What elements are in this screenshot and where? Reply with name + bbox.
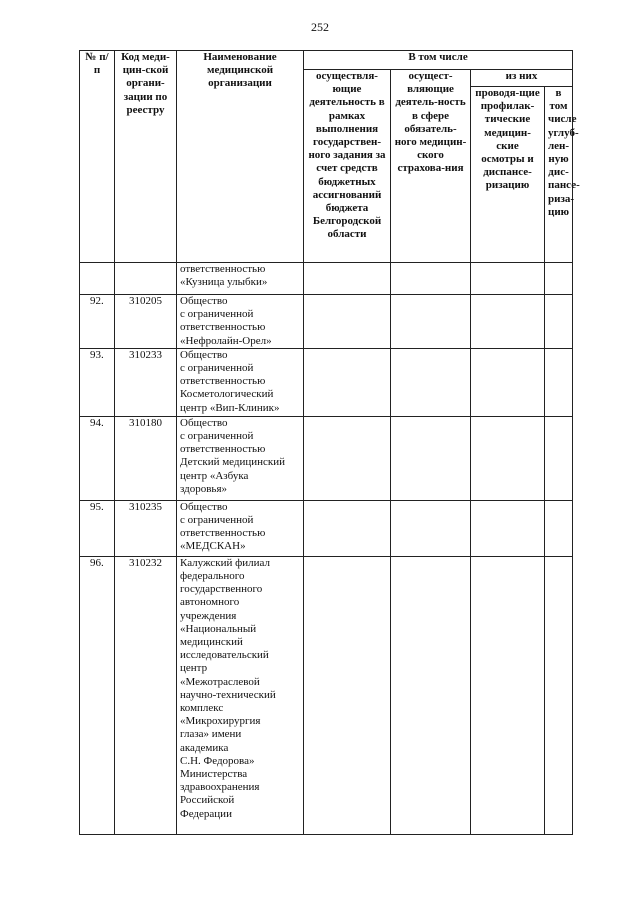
row-number: 93.: [80, 348, 115, 416]
organization-name-line: Косметологический: [180, 388, 274, 401]
header-oms: осущест-вляющие деятель-ность в сфере обязатель-ного медицин-ского страхова-ния: [391, 70, 471, 263]
row-organization-name: [177, 556, 304, 834]
empty-cell: [304, 263, 391, 295]
organization-name-line: «Кузница улыбки»: [180, 276, 268, 289]
organization-name-line: государственного: [180, 583, 263, 596]
row-number: 95.: [80, 500, 115, 556]
row-code: 310205: [115, 295, 177, 349]
row-code: [115, 263, 177, 295]
row-code: 310233: [115, 348, 177, 416]
organization-name-line: Российской: [180, 794, 235, 807]
row-code: 310180: [115, 416, 177, 500]
header-code: Код меди-цин-ской органи-зации по реестру: [115, 51, 177, 263]
organization-name-line: здравоохранения: [180, 781, 260, 794]
row-number: [80, 263, 115, 295]
organization-name-line: ответственностью: [180, 443, 266, 456]
empty-cell: [471, 348, 545, 416]
organization-name-line: Детский медицинский: [180, 456, 286, 469]
organization-name-line: академика: [180, 741, 229, 754]
organization-name-line: Общество: [180, 500, 228, 513]
empty-cell: [391, 500, 471, 556]
row-organization-name: [177, 416, 304, 500]
organization-name-line: комплекс: [180, 702, 224, 715]
empty-cell: [391, 263, 471, 295]
table-row: [80, 263, 573, 295]
medical-organizations-table: [79, 50, 580, 835]
organization-name-line: ответственностью: [180, 527, 266, 540]
row-code: 310232: [115, 556, 177, 834]
empty-cell: [545, 295, 573, 349]
row-organization-name: [177, 295, 304, 349]
organization-name-line: автономного: [180, 596, 240, 609]
empty-cell: [545, 500, 573, 556]
organization-name-line: здоровья»: [180, 482, 228, 495]
page-number: 252: [311, 20, 329, 34]
empty-cell: [304, 295, 391, 349]
empty-cell: [304, 416, 391, 500]
header-gov-assignment: осуществля-ющие деятельность в рамках выполнения государствен-ного задания за счет средств бюджетных ассигнований бюджета Белгородской области: [304, 70, 391, 263]
empty-cell: [545, 263, 573, 295]
row-code: 310235: [115, 500, 177, 556]
header-of-them: из них: [471, 70, 573, 87]
header-num: № п/п: [80, 51, 115, 263]
organization-name-line: с ограниченной: [180, 430, 254, 443]
organization-name-line: центр «Вип-Клиник»: [180, 401, 280, 414]
empty-cell: [304, 500, 391, 556]
row-organization-name: [177, 348, 304, 416]
organization-name-line: глаза» имени: [180, 728, 242, 741]
organization-name-line: федерального: [180, 570, 245, 583]
table-row: [80, 416, 573, 500]
organization-name-line: медицинский: [180, 636, 243, 649]
organization-name-line: Общество: [180, 348, 228, 361]
organization-name-line: Федерации: [180, 807, 232, 820]
row-number: 92.: [80, 295, 115, 349]
organization-name-line: Калужский филиал: [180, 556, 271, 569]
organization-name-line: с ограниченной: [180, 308, 254, 321]
header-name: Наименование медицинской организации: [177, 51, 304, 263]
organization-name-line: Общество: [180, 416, 228, 429]
row-number: 94.: [80, 416, 115, 500]
organization-name-line: с ограниченной: [180, 514, 254, 527]
empty-cell: [391, 416, 471, 500]
organization-name-line: центр «Азбука: [180, 469, 249, 482]
empty-cell: [391, 556, 471, 834]
empty-cell: [471, 295, 545, 349]
empty-cell: [545, 556, 573, 834]
organization-name-line: «Микрохирургия: [180, 715, 261, 728]
organization-name-line: «Национальный: [180, 622, 257, 635]
header-including: В том числе: [304, 51, 573, 70]
row-organization-name: [177, 263, 304, 295]
table-row: [80, 348, 573, 416]
empty-cell: [545, 416, 573, 500]
organization-name-line: Общество: [180, 295, 228, 307]
table-row: [80, 295, 573, 349]
empty-cell: [471, 263, 545, 295]
empty-cell: [545, 348, 573, 416]
header-preventive: проводя-щие профилак-тические медицин-ские осмотры и диспансе-ризацию: [471, 87, 545, 263]
row-number: 96.: [80, 556, 115, 834]
organization-name-line: ответственностью: [180, 263, 266, 275]
table-row: [80, 556, 573, 834]
organization-name-line: ответственностью: [180, 375, 266, 388]
empty-cell: [471, 500, 545, 556]
organization-name-line: с ограниченной: [180, 362, 254, 375]
organization-name-line: центр: [180, 662, 208, 675]
empty-cell: [471, 556, 545, 834]
organization-name-line: учреждения: [180, 609, 237, 622]
table-row: [80, 500, 573, 556]
organization-name-line: Министерства: [180, 768, 248, 781]
organization-name-line: «Межотраслевой: [180, 675, 260, 688]
organization-name-line: ответственностью: [180, 321, 266, 334]
empty-cell: [304, 556, 391, 834]
header-deep-dispensary: в том числе углуб-лен-ную дис-пансе-риза-цию: [545, 87, 573, 263]
organization-name-line: С.Н. Федорова»: [180, 754, 255, 767]
empty-cell: [391, 295, 471, 349]
row-organization-name: [177, 500, 304, 556]
organization-name-line: исследовательский: [180, 649, 269, 662]
organization-name-line: научно-технический: [180, 688, 276, 701]
empty-cell: [304, 348, 391, 416]
empty-cell: [391, 348, 471, 416]
organization-name-line: «МЕДСКАН»: [180, 540, 246, 553]
empty-cell: [471, 416, 545, 500]
organization-name-line: «Нефролайн-Орел»: [180, 334, 272, 347]
